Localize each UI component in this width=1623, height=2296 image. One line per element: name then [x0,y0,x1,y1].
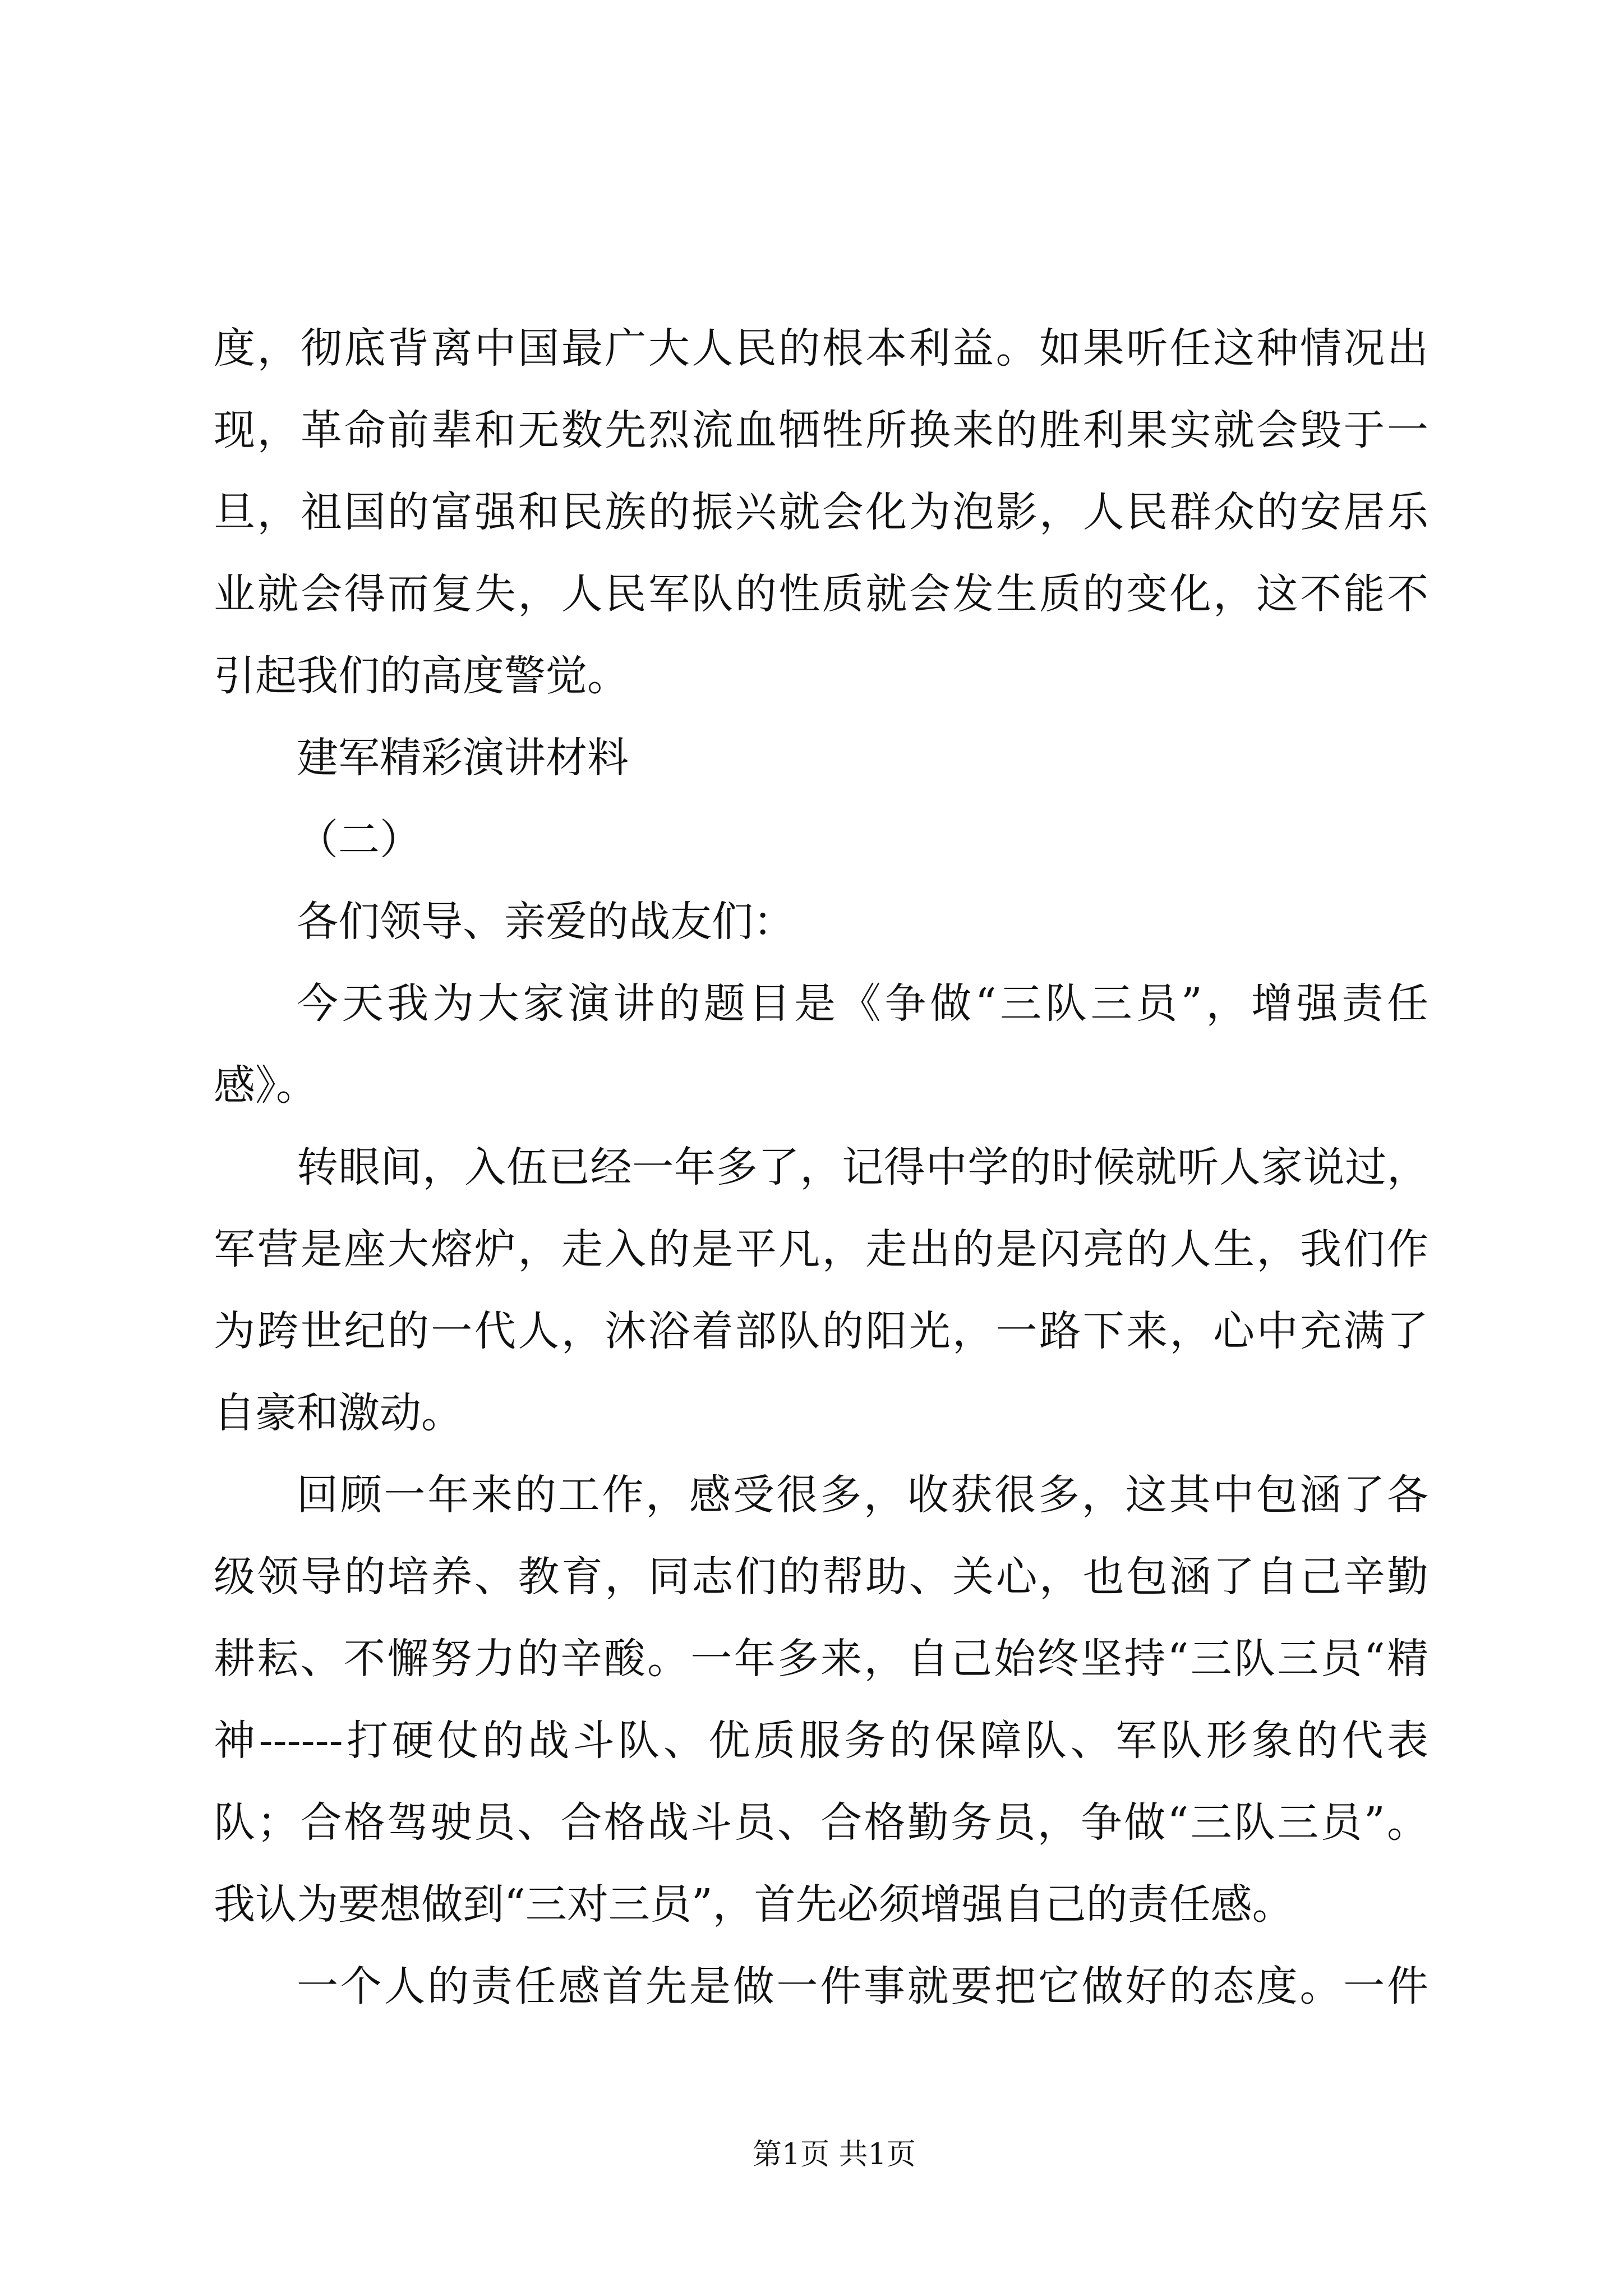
text-line: 回顾一年来的工作，感受很多，收获很多，这其中包涵了各 [297,1471,1428,1519]
text-line: 军营是座大熔炉，走入的是平凡，走出的是闪亮的人生，我们作 [214,1225,1428,1273]
text-line: 为跨世纪的一代人，沐浴着部队的阳光，一路下来，心中充满了 [214,1307,1428,1355]
section-number-text: （二） [297,816,421,864]
text-line: 一个人的责任感首先是做一件事就要把它做好的态度。一件 [297,1962,1428,2010]
text-line: 旦，祖国的富强和民族的振兴就会化为泡影，人民群众的安居乐 [214,488,1428,536]
text-line: 度，彻底背离中国最广大人民的根本利益。如果听任这种情况出 [214,324,1428,372]
text-line: 我认为要想做到“三对三员”，首先必须增强自己的责任感。 [214,1880,1294,1929]
section-number [214,799,1428,881]
text-line: 感》。 [214,1061,317,1110]
page-number: 第1页 共1页 [753,2138,916,2171]
section-title [214,717,1428,799]
text-line: 业就会得而复失，人民军队的性质就会发生质的变化，这不能不 [214,570,1428,618]
paragraph [214,963,1428,1126]
paragraph [214,307,1428,717]
text-line: 今天我为大家演讲的题目是《争做“三队三员”，增强责任 [297,979,1428,1028]
paragraph [214,1454,1428,1945]
text-line: 自豪和激动。 [214,1389,463,1437]
document-body [214,307,1428,2027]
text-line: 队；合格驾驶员、合格战斗员、合格勤务员，争做“三队三员”。 [214,1798,1428,1847]
salutation [214,881,1428,963]
page-footer [753,2135,916,2174]
text-line: 转眼间，入伍已经一年多了，记得中学的时候就听人家说过， [297,1143,1428,1191]
salutation-text: 各们领导、亲爱的战友们： [297,898,795,946]
text-line: 级领导的培养、教育，同志们的帮助、关心，也包涵了自己辛勤 [214,1553,1428,1601]
paragraph [214,1945,1428,2027]
text-line: 耕耘、不懈努力的辛酸。一年多来，自己始终坚持“三队三员“精 [214,1635,1428,1683]
text-line: 现，革命前辈和无数先烈流血牺牲所换来的胜利果实就会毁于一 [214,406,1428,454]
paragraph [214,1126,1428,1454]
text-line: 神------打硬仗的战斗队、优质服务的保障队、军队形象的代表 [214,1717,1428,1765]
section-title-text: 建军精彩演讲材料 [297,734,629,782]
text-line: 引起我们的高度警觉。 [214,652,629,700]
